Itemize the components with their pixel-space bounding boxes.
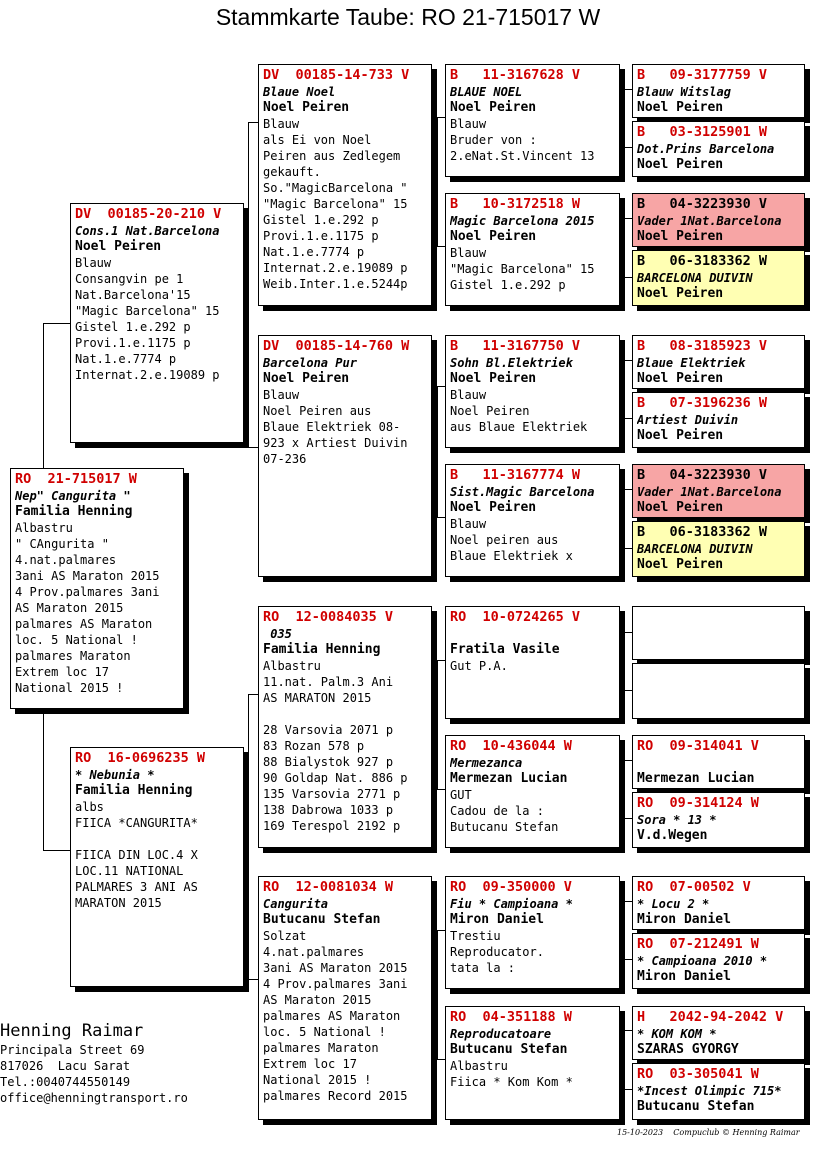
pigeon-name: Cangurita <box>263 897 329 911</box>
pigeon-card-mmf[interactable] <box>445 876 620 989</box>
owner-name: Henning Raimar <box>0 1021 144 1041</box>
detail-line: Blauw <box>450 388 487 402</box>
detail-line: Blaue Elektriek x <box>450 549 573 563</box>
detail-line: palmares Record 2015 <box>263 1089 408 1103</box>
pigeon-name: Barcelona Pur <box>263 356 357 370</box>
pigeon-card-mf[interactable] <box>258 606 432 848</box>
breeder-name: Noel Peiren <box>75 239 162 254</box>
detail-line: Albastru <box>263 659 321 673</box>
pigeon-card-mother[interactable] <box>70 747 244 987</box>
pigeon-card-mff[interactable] <box>445 606 620 719</box>
ring-number: RO 09-350000 V <box>450 879 572 895</box>
pigeon-name: BARCELONA DUIVIN <box>637 542 753 556</box>
ring-number: RO 09-314041 V <box>637 738 759 754</box>
pigeon-card-g6[interactable] <box>632 392 805 448</box>
detail-line: AS Maraton 2015 <box>15 601 124 615</box>
pigeon-name: BLAUE NOEL <box>450 85 523 99</box>
detail-line: loc. 5 National ! <box>263 1025 386 1039</box>
breeder-name: Noel Peiren <box>450 371 537 386</box>
pigeon-name: Sohn Bl.Elektriek <box>450 356 573 370</box>
detail-line: 07-236 <box>263 452 307 466</box>
detail-line: Nat.Barcelona'15 <box>75 288 191 302</box>
detail-line: Provi.1.e.1175 p <box>75 336 191 350</box>
detail-line: Peiren aus Zedlegem <box>263 149 401 163</box>
detail-line: palmares Maraton <box>263 1041 379 1055</box>
detail-line: Blauw <box>450 117 487 131</box>
detail-line: Bruder von : <box>450 133 537 147</box>
pigeon-name: Fiu * Campioana * <box>450 897 573 911</box>
pigeon-name: *Incest Olimpic 715* <box>637 1084 782 1098</box>
pigeon-name: Sora * 13 * <box>637 813 717 827</box>
detail-line: Provi.1.e.1175 p <box>263 229 379 243</box>
pigeon-details <box>263 928 427 1104</box>
pigeon-card-g3[interactable] <box>632 193 805 247</box>
detail-line: Noel Peiren aus <box>263 404 372 418</box>
detail-line: Blauw <box>263 388 300 402</box>
pigeon-card-mfm[interactable] <box>445 735 620 848</box>
pigeon-details <box>450 1058 615 1090</box>
pigeon-name: * Nebunia * <box>75 768 155 782</box>
detail-line: 11.nat. Palm.3 Ani <box>263 675 394 689</box>
pigeon-card-fmm[interactable] <box>445 464 620 577</box>
breeder-name: Fratila Vasile <box>450 642 560 657</box>
detail-line: "Magic Barcelona" 15 <box>263 197 408 211</box>
pigeon-details <box>450 116 615 164</box>
detail-line: palmares AS Maraton <box>263 1009 401 1023</box>
detail-line: Internat.2.e.19089 p <box>75 368 220 382</box>
detail-line: 83 Rozan 578 p <box>263 739 365 753</box>
detail-line: So."MagicBarcelona " <box>263 181 408 195</box>
detail-line: " CAngurita " <box>15 537 109 551</box>
pigeon-card-g2[interactable] <box>632 121 805 177</box>
detail-line <box>75 831 239 847</box>
pigeon-details <box>263 387 427 467</box>
pigeon-details <box>450 245 615 293</box>
pigeon-details <box>75 799 239 911</box>
breeder-name: Noel Peiren <box>637 229 724 244</box>
breeder-name: Noel Peiren <box>450 229 537 244</box>
detail-line: palmares AS Maraton <box>15 617 153 631</box>
detail-line: 4.nat.palmares <box>263 945 365 959</box>
ring-number: B 11-3167628 V <box>450 67 581 83</box>
detail-line: GUT <box>450 788 472 802</box>
breeder-name: Familia Henning <box>263 642 381 657</box>
detail-line: "Magic Barcelona" 15 <box>450 262 595 276</box>
pigeon-name: Reproducatoare <box>450 1027 552 1041</box>
pigeon-card-mm[interactable] <box>258 876 432 1120</box>
pigeon-name: Vader 1Nat.Barcelona <box>637 214 782 228</box>
owner-address <box>0 1020 188 1106</box>
detail-line: Noel Peiren <box>450 404 530 418</box>
breeder-name: Noel Peiren <box>450 500 537 515</box>
ring-number: B 07-3196236 W <box>637 395 768 411</box>
detail-line: 3ani AS Maraton 2015 <box>263 961 408 975</box>
pigeon-card-fm[interactable] <box>258 335 432 577</box>
detail-line: loc. 5 National ! <box>15 633 138 647</box>
detail-line: 90 Goldap Nat. 886 p <box>263 771 408 785</box>
pigeon-card-g1[interactable] <box>632 64 805 118</box>
breeder-name: Noel Peiren <box>637 157 724 172</box>
pigeon-card-g15[interactable] <box>632 1006 805 1060</box>
detail-line: 4 Prov.palmares 3ani <box>15 585 160 599</box>
detail-line: Solzat <box>263 929 307 943</box>
breeder-name: Noel Peiren <box>450 100 537 115</box>
breeder-name: Noel Peiren <box>263 100 350 115</box>
detail-line: Blauw <box>263 117 300 131</box>
detail-line: Albastru <box>15 521 73 535</box>
pigeon-name: Nep" Cangurita " <box>15 489 131 503</box>
detail-line: tata la : <box>450 961 516 975</box>
detail-line: National 2015 ! <box>15 681 124 695</box>
pigeon-card-g4[interactable] <box>632 250 805 306</box>
breeder-name: Noel Peiren <box>637 500 724 515</box>
ring-number: RO 07-212491 W <box>637 936 759 952</box>
breeder-name: Familia Henning <box>75 783 193 798</box>
detail-line: 2.eNat.St.Vincent 13 <box>450 149 595 163</box>
pigeon-card-g14[interactable] <box>632 933 805 989</box>
ring-number: B 04-3223930 V <box>637 196 768 212</box>
detail-line: 135 Varsovia 2771 p <box>263 787 401 801</box>
pigeon-name: BARCELONA DUIVIN <box>637 271 753 285</box>
ring-number: RO 12-0081034 W <box>263 879 394 895</box>
breeder-name: SZARAS GYORGY <box>637 1042 739 1057</box>
detail-line: Gistel 1.e.292 p <box>263 213 379 227</box>
ring-number: RO 09-314124 W <box>637 795 759 811</box>
pigeon-name: Vader 1Nat.Barcelona <box>637 485 782 499</box>
ring-number: H 2042-94-2042 V <box>637 1009 784 1025</box>
ring-number: B 03-3125901 W <box>637 124 768 140</box>
detail-line: National 2015 ! <box>263 1073 372 1087</box>
pigeon-name: Sist.Magic Barcelona <box>450 485 595 499</box>
detail-line: Extrem loc 17 <box>263 1057 357 1071</box>
pigeon-details <box>450 658 615 674</box>
detail-line: Reproducator. <box>450 945 544 959</box>
ring-number: RO 12-0084035 V <box>263 609 394 625</box>
pigeon-name: Mermezanca <box>450 756 523 770</box>
detail-line: 138 Dabrowa 1033 p <box>263 803 394 817</box>
detail-line: Trestiu <box>450 929 501 943</box>
detail-line: Noel peiren aus <box>450 533 559 547</box>
ring-number: RO 10-436044 W <box>450 738 572 754</box>
ring-number: RO 04-351188 W <box>450 1009 572 1025</box>
detail-line: albs <box>75 800 104 814</box>
pigeon-card-ffm[interactable] <box>445 193 620 306</box>
detail-line: 28 Varsovia 2071 p <box>263 723 394 737</box>
detail-line: Nat.1.e.7774 p <box>75 352 177 366</box>
breeder-name: Butucanu Stefan <box>450 1042 568 1057</box>
ring-number: B 06-3183362 W <box>637 524 768 540</box>
pigeon-name: 035 <box>263 627 292 641</box>
detail-line: FIICA *CANGURITA* <box>75 816 198 830</box>
ring-number: RO 07-00502 V <box>637 879 751 895</box>
breeder-name: Mermezan Lucian <box>637 771 755 786</box>
detail-line: Consangvin pe 1 <box>75 272 184 286</box>
detail-line: Gistel 1.e.292 p <box>450 278 566 292</box>
breeder-name: Mermezan Lucian <box>450 771 568 786</box>
pigeon-name <box>450 626 615 642</box>
detail-line: 3ani AS Maraton 2015 <box>15 569 160 583</box>
detail-line: Blauw <box>450 517 487 531</box>
connector <box>43 709 71 851</box>
detail-line: gekauft. <box>263 165 321 179</box>
breeder-name: Butucanu Stefan <box>263 912 381 927</box>
breeder-name: Noel Peiren <box>637 100 724 115</box>
pigeon-name: Blauw Witslag <box>637 85 731 99</box>
pigeon-name: Blaue Noel <box>263 85 336 99</box>
detail-line: LOC.11 NATIONAL <box>75 864 184 878</box>
pigeon-card-subject[interactable] <box>10 468 184 709</box>
pigeon-card-father[interactable] <box>70 203 244 443</box>
pigeon-details <box>450 516 615 564</box>
pigeon-name: Cons.1 Nat.Barcelona <box>75 224 220 238</box>
pigeon-name: Magic Barcelona 2015 <box>450 214 595 228</box>
detail-line: aus Blaue Elektriek <box>450 420 588 434</box>
pigeon-card-fff[interactable] <box>445 64 620 177</box>
pigeon-card-g8[interactable] <box>632 521 805 577</box>
footer-credit: 15-10-2023 Compuclub © Henning Raimar <box>617 1128 800 1137</box>
pigeon-details <box>263 658 427 834</box>
detail-line: Butucanu Stefan <box>450 820 559 834</box>
detail-line: 88 Bialystok 927 p <box>263 755 394 769</box>
ring-number: B 08-3185923 V <box>637 338 768 354</box>
ring-number: RO 03-305041 W <box>637 1066 759 1082</box>
pigeon-name: Artiest Duivin <box>637 413 739 427</box>
pigeon-name: * KOM KOM * <box>637 1027 717 1041</box>
pigeon-card-g13[interactable] <box>632 876 805 930</box>
pigeon-card-fmf[interactable] <box>445 335 620 448</box>
breeder-name: Noel Peiren <box>263 371 350 386</box>
detail-line: 169 Terespol 2192 p <box>263 819 401 833</box>
ring-number: RO 21-715017 W <box>15 471 137 487</box>
breeder-name: Noel Peiren <box>637 557 724 572</box>
breeder-name: Butucanu Stefan <box>637 1099 755 1114</box>
pigeon-details <box>450 387 615 435</box>
detail-line: Extrem loc 17 <box>15 665 109 679</box>
owner-city: 817026 Lacu Sarat <box>0 1059 131 1073</box>
pigeon-card-ff[interactable] <box>258 64 432 306</box>
pigeon-details <box>450 928 615 976</box>
pigeon-card-mmm[interactable] <box>445 1006 620 1120</box>
detail-line: PALMARES 3 ANI AS <box>75 880 198 894</box>
detail-line: AS Maraton 2015 <box>263 993 372 1007</box>
ring-number: DV 00185-14-733 V <box>263 67 410 83</box>
ring-number: B 09-3177759 V <box>637 67 768 83</box>
pigeon-card-g5[interactable] <box>632 335 805 389</box>
connector <box>43 323 71 469</box>
pigeon-name: Dot.Prins Barcelona <box>637 142 775 156</box>
detail-line: Cadou de la : <box>450 804 544 818</box>
detail-line: Weib.Inter.1.e.5244p <box>263 277 408 291</box>
ring-number: B 06-3183362 W <box>637 253 768 269</box>
ring-number: B 10-3172518 W <box>450 196 581 212</box>
pigeon-details <box>263 116 427 292</box>
detail-line: "Magic Barcelona" 15 <box>75 304 220 318</box>
breeder-name: V.d.Wegen <box>637 828 708 843</box>
detail-line: MARATON 2015 <box>75 896 162 910</box>
pigeon-card-g16[interactable] <box>632 1063 805 1120</box>
detail-line: Internat.2.e.19089 p <box>263 261 408 275</box>
owner-phone: Tel.:0040744550149 <box>0 1075 131 1089</box>
pigeon-card-g12[interactable] <box>632 792 805 848</box>
breeder-name: Noel Peiren <box>637 371 724 386</box>
detail-line: FIICA DIN LOC.4 X <box>75 848 198 862</box>
detail-line: Blauw <box>450 246 487 260</box>
ring-number: B 04-3223930 V <box>637 467 768 483</box>
ring-number: DV 00185-20-210 V <box>75 206 222 222</box>
breeder-name: Miron Daniel <box>637 969 731 984</box>
detail-line: Gut P.A. <box>450 659 508 673</box>
detail-line: 4 Prov.palmares 3ani <box>263 977 408 991</box>
ring-number: RO 10-0724265 V <box>450 609 581 625</box>
pigeon-card-g11[interactable] <box>632 735 805 789</box>
detail-line: Albastru <box>450 1059 508 1073</box>
pigeon-details <box>75 255 239 383</box>
breeder-name: Noel Peiren <box>637 428 724 443</box>
detail-line <box>263 706 427 722</box>
detail-line: 923 x Artiest Duivin <box>263 436 408 450</box>
ring-number: B 11-3167774 W <box>450 467 581 483</box>
detail-line: Blauw <box>75 256 112 270</box>
breeder-name: Familia Henning <box>15 504 133 519</box>
pigeon-name: * Locu 2 * <box>637 897 710 911</box>
owner-street: Principala Street 69 <box>0 1043 145 1057</box>
pigeon-name: Blaue Elektriek <box>637 356 746 370</box>
breeder-name: Miron Daniel <box>637 912 731 927</box>
ring-number: DV 00185-14-760 W <box>263 338 410 354</box>
pigeon-details <box>15 520 179 696</box>
ring-number: RO 16-0696235 W <box>75 750 206 766</box>
detail-line: Gistel 1.e.292 p <box>75 320 191 334</box>
pigeon-card-g9[interactable] <box>632 606 805 660</box>
detail-line: palmares Maraton <box>15 649 131 663</box>
breeder-name: Noel Peiren <box>637 286 724 301</box>
detail-line: 4.nat.palmares <box>15 553 117 567</box>
page-title: Stammkarte Taube: RO 21-715017 W <box>215 4 601 30</box>
pigeon-name: * Campioana 2010 * <box>637 954 768 968</box>
detail-line: Blaue Elektriek 08- <box>263 420 401 434</box>
detail-line: Fiica * Kom Kom * <box>450 1075 573 1089</box>
pigeon-name <box>637 755 800 771</box>
pigeon-card-g7[interactable] <box>632 464 805 518</box>
detail-line: AS MARATON 2015 <box>263 691 372 705</box>
owner-email[interactable]: office@henningtransport.ro <box>0 1091 188 1105</box>
pigeon-details <box>450 787 615 835</box>
breeder-name: Miron Daniel <box>450 912 544 927</box>
detail-line: als Ei von Noel <box>263 133 372 147</box>
ring-number: B 11-3167750 V <box>450 338 581 354</box>
detail-line: Nat.1.e.7774 p <box>263 245 365 259</box>
pigeon-card-g10[interactable] <box>632 663 805 719</box>
